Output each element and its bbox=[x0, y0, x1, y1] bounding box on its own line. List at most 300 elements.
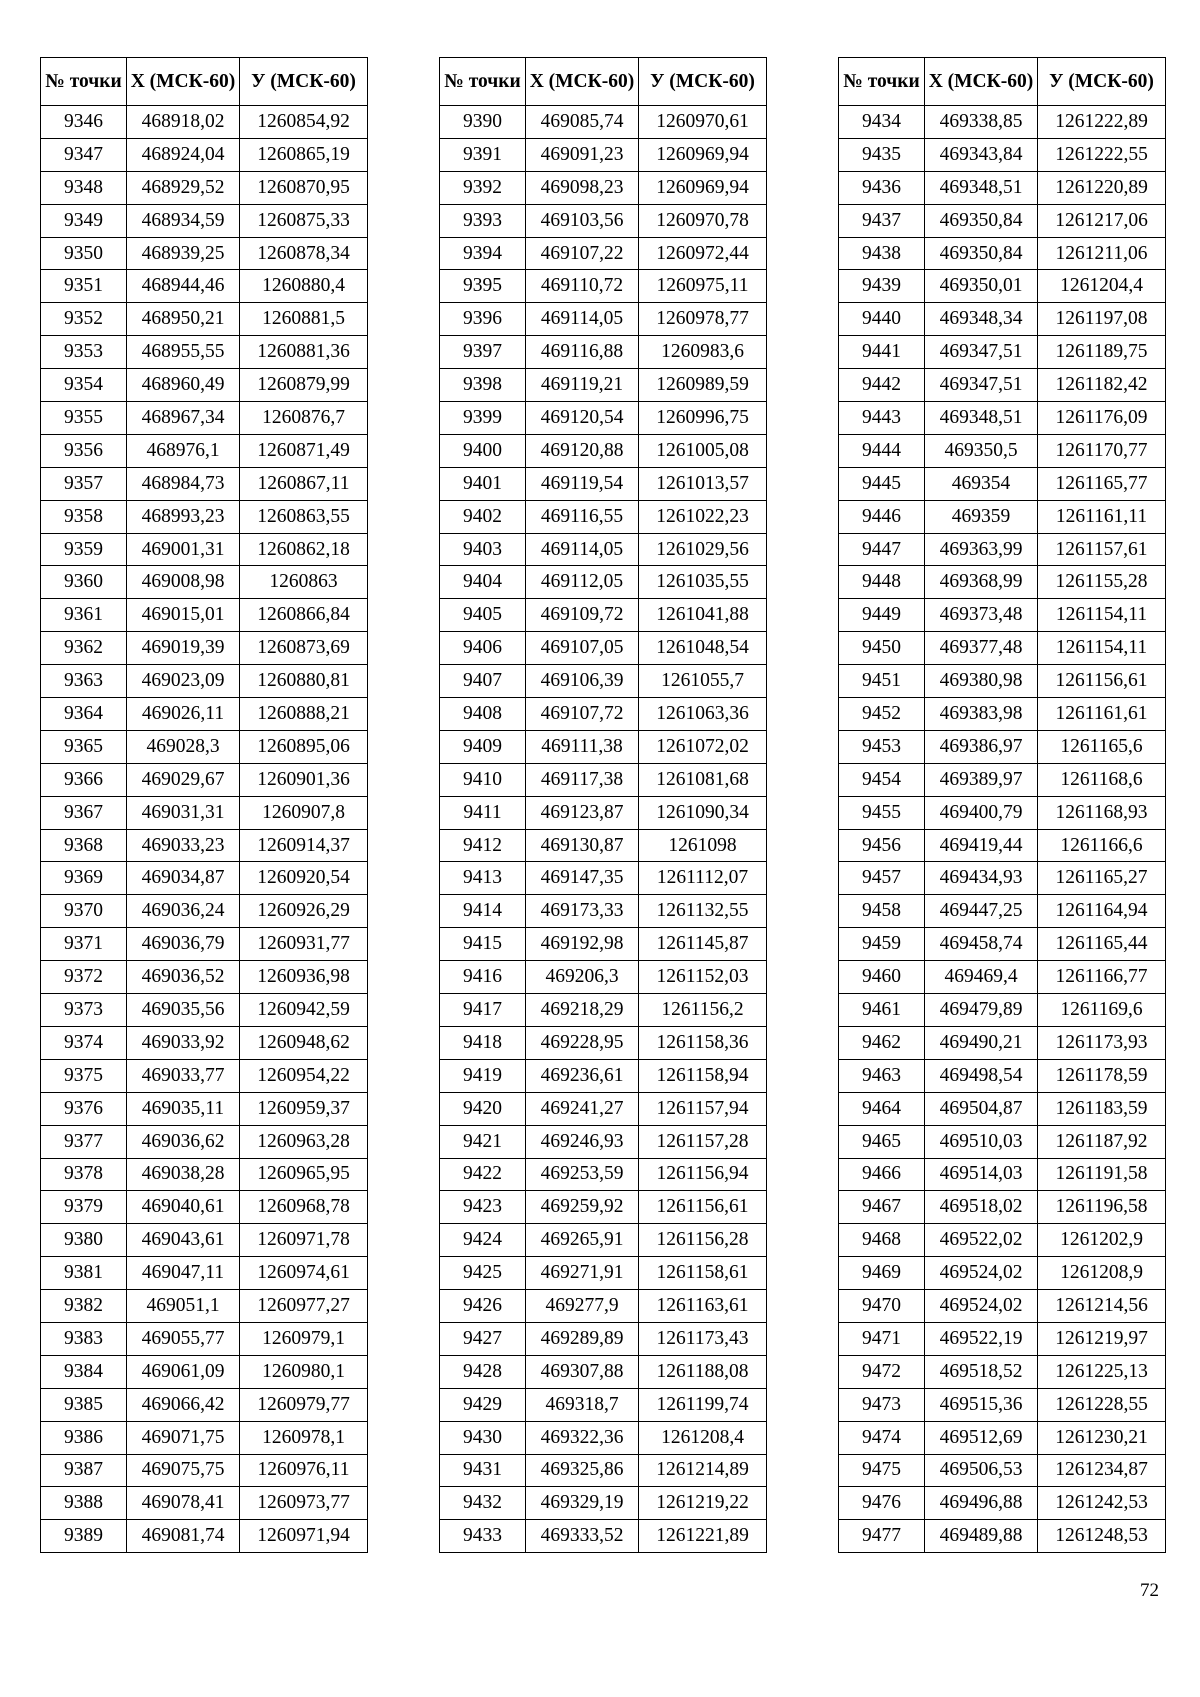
x-coordinate-cell: 468993,23 bbox=[127, 500, 240, 533]
table-row bbox=[41, 665, 368, 698]
y-coordinate-cell: 1261225,13 bbox=[1038, 1355, 1166, 1388]
x-coordinate-cell: 469265,91 bbox=[526, 1224, 639, 1257]
x-coordinate-cell: 469034,87 bbox=[127, 862, 240, 895]
table-row bbox=[839, 1191, 1166, 1224]
point-number-cell: 9381 bbox=[41, 1257, 127, 1290]
table-row bbox=[440, 698, 767, 731]
y-coordinate-cell: 1261188,08 bbox=[639, 1355, 767, 1388]
y-coordinate-cell: 1261156,94 bbox=[639, 1158, 767, 1191]
point-number-cell: 9432 bbox=[440, 1487, 526, 1520]
point-number-cell: 9464 bbox=[839, 1092, 925, 1125]
x-coordinate-cell: 469114,05 bbox=[526, 303, 639, 336]
table-row bbox=[839, 1059, 1166, 1092]
x-coordinate-cell: 469033,77 bbox=[127, 1059, 240, 1092]
point-number-cell: 9349 bbox=[41, 204, 127, 237]
table-header-row bbox=[440, 58, 767, 106]
table-row bbox=[440, 237, 767, 270]
y-coordinate-cell: 1261041,88 bbox=[639, 599, 767, 632]
table-row bbox=[440, 1421, 767, 1454]
point-number-cell: 9361 bbox=[41, 599, 127, 632]
y-coordinate-cell: 1261157,28 bbox=[639, 1125, 767, 1158]
table-row bbox=[839, 1454, 1166, 1487]
x-coordinate-cell: 469091,23 bbox=[526, 138, 639, 171]
y-coordinate-cell: 1261176,09 bbox=[1038, 402, 1166, 435]
y-coordinate-cell: 1260948,62 bbox=[240, 1026, 368, 1059]
table-body bbox=[41, 106, 368, 1553]
point-number-cell: 9363 bbox=[41, 665, 127, 698]
x-coordinate-cell: 469031,31 bbox=[127, 796, 240, 829]
y-coordinate-cell: 1261165,6 bbox=[1038, 730, 1166, 763]
y-coordinate-cell: 1260880,4 bbox=[240, 270, 368, 303]
point-number-cell: 9405 bbox=[440, 599, 526, 632]
y-coordinate-cell: 1260959,37 bbox=[240, 1092, 368, 1125]
y-coordinate-cell: 1261208,9 bbox=[1038, 1257, 1166, 1290]
y-coordinate-cell: 1261029,56 bbox=[639, 533, 767, 566]
table-row bbox=[839, 1355, 1166, 1388]
table-row bbox=[839, 237, 1166, 270]
table-row bbox=[440, 1388, 767, 1421]
table-row bbox=[839, 434, 1166, 467]
header-y: У (МСК-60) bbox=[639, 58, 767, 106]
header-x: X (МСК-60) bbox=[925, 58, 1038, 106]
coord-table-2 bbox=[439, 57, 767, 1553]
y-coordinate-cell: 1261055,7 bbox=[639, 665, 767, 698]
point-number-cell: 9448 bbox=[839, 566, 925, 599]
point-number-cell: 9431 bbox=[440, 1454, 526, 1487]
y-coordinate-cell: 1260978,77 bbox=[639, 303, 767, 336]
y-coordinate-cell: 1260871,49 bbox=[240, 434, 368, 467]
point-number-cell: 9472 bbox=[839, 1355, 925, 1388]
y-coordinate-cell: 1261165,77 bbox=[1038, 467, 1166, 500]
point-number-cell: 9384 bbox=[41, 1355, 127, 1388]
table-row bbox=[839, 1026, 1166, 1059]
x-coordinate-cell: 469085,74 bbox=[526, 106, 639, 139]
point-number-cell: 9418 bbox=[440, 1026, 526, 1059]
y-coordinate-cell: 1260854,92 bbox=[240, 106, 368, 139]
point-number-cell: 9473 bbox=[839, 1388, 925, 1421]
y-coordinate-cell: 1261161,61 bbox=[1038, 698, 1166, 731]
y-coordinate-cell: 1261242,53 bbox=[1038, 1487, 1166, 1520]
table-row bbox=[41, 171, 368, 204]
table-row bbox=[839, 336, 1166, 369]
y-coordinate-cell: 1260954,22 bbox=[240, 1059, 368, 1092]
point-number-cell: 9449 bbox=[839, 599, 925, 632]
x-coordinate-cell: 469490,21 bbox=[925, 1026, 1038, 1059]
y-coordinate-cell: 1260901,36 bbox=[240, 763, 368, 796]
point-number-cell: 9456 bbox=[839, 829, 925, 862]
x-coordinate-cell: 469119,54 bbox=[526, 467, 639, 500]
y-coordinate-cell: 1260881,36 bbox=[240, 336, 368, 369]
y-coordinate-cell: 1261072,02 bbox=[639, 730, 767, 763]
point-number-cell: 9359 bbox=[41, 533, 127, 566]
y-coordinate-cell: 1260974,61 bbox=[240, 1257, 368, 1290]
coord-table-3 bbox=[838, 57, 1166, 1553]
y-coordinate-cell: 1260880,81 bbox=[240, 665, 368, 698]
table-row bbox=[440, 895, 767, 928]
point-number-cell: 9354 bbox=[41, 369, 127, 402]
x-coordinate-cell: 469383,98 bbox=[925, 698, 1038, 731]
header-x: X (МСК-60) bbox=[526, 58, 639, 106]
point-number-cell: 9403 bbox=[440, 533, 526, 566]
point-number-cell: 9446 bbox=[839, 500, 925, 533]
y-coordinate-cell: 1261022,23 bbox=[639, 500, 767, 533]
x-coordinate-cell: 468929,52 bbox=[127, 171, 240, 204]
table-row bbox=[440, 533, 767, 566]
point-number-cell: 9454 bbox=[839, 763, 925, 796]
x-coordinate-cell: 469469,4 bbox=[925, 961, 1038, 994]
point-number-cell: 9474 bbox=[839, 1421, 925, 1454]
point-number-cell: 9455 bbox=[839, 796, 925, 829]
y-coordinate-cell: 1261156,2 bbox=[639, 994, 767, 1027]
table-row bbox=[839, 1224, 1166, 1257]
point-number-cell: 9441 bbox=[839, 336, 925, 369]
y-coordinate-cell: 1260975,11 bbox=[639, 270, 767, 303]
table-row bbox=[41, 467, 368, 500]
point-number-cell: 9368 bbox=[41, 829, 127, 862]
point-number-cell: 9394 bbox=[440, 237, 526, 270]
x-coordinate-cell: 469192,98 bbox=[526, 928, 639, 961]
table-row bbox=[41, 336, 368, 369]
x-coordinate-cell: 469043,61 bbox=[127, 1224, 240, 1257]
y-coordinate-cell: 1261168,6 bbox=[1038, 763, 1166, 796]
y-coordinate-cell: 1261178,59 bbox=[1038, 1059, 1166, 1092]
y-coordinate-cell: 1260942,59 bbox=[240, 994, 368, 1027]
y-coordinate-cell: 1260968,78 bbox=[240, 1191, 368, 1224]
table-row bbox=[41, 796, 368, 829]
table-row bbox=[839, 1158, 1166, 1191]
x-coordinate-cell: 469036,62 bbox=[127, 1125, 240, 1158]
y-coordinate-cell: 1261202,9 bbox=[1038, 1224, 1166, 1257]
x-coordinate-cell: 469026,11 bbox=[127, 698, 240, 731]
table-row bbox=[41, 1388, 368, 1421]
x-coordinate-cell: 469107,72 bbox=[526, 698, 639, 731]
table-row bbox=[440, 106, 767, 139]
table-row bbox=[440, 500, 767, 533]
y-coordinate-cell: 1261169,6 bbox=[1038, 994, 1166, 1027]
y-coordinate-cell: 1261183,59 bbox=[1038, 1092, 1166, 1125]
y-coordinate-cell: 1260980,1 bbox=[240, 1355, 368, 1388]
y-coordinate-cell: 1261220,89 bbox=[1038, 171, 1166, 204]
y-coordinate-cell: 1260970,61 bbox=[639, 106, 767, 139]
y-coordinate-cell: 1260963,28 bbox=[240, 1125, 368, 1158]
x-coordinate-cell: 469098,23 bbox=[526, 171, 639, 204]
x-coordinate-cell: 469035,11 bbox=[127, 1092, 240, 1125]
point-number-cell: 9356 bbox=[41, 434, 127, 467]
x-coordinate-cell: 469363,99 bbox=[925, 533, 1038, 566]
point-number-cell: 9398 bbox=[440, 369, 526, 402]
point-number-cell: 9355 bbox=[41, 402, 127, 435]
y-coordinate-cell: 1261219,22 bbox=[639, 1487, 767, 1520]
table-row bbox=[839, 204, 1166, 237]
y-coordinate-cell: 1261156,28 bbox=[639, 1224, 767, 1257]
x-coordinate-cell: 469120,88 bbox=[526, 434, 639, 467]
table-row bbox=[41, 1092, 368, 1125]
table-row bbox=[839, 369, 1166, 402]
point-number-cell: 9352 bbox=[41, 303, 127, 336]
x-coordinate-cell: 469173,33 bbox=[526, 895, 639, 928]
table-row bbox=[839, 829, 1166, 862]
point-number-cell: 9410 bbox=[440, 763, 526, 796]
x-coordinate-cell: 469147,35 bbox=[526, 862, 639, 895]
x-coordinate-cell: 469350,84 bbox=[925, 237, 1038, 270]
point-number-cell: 9458 bbox=[839, 895, 925, 928]
point-number-cell: 9450 bbox=[839, 632, 925, 665]
y-coordinate-cell: 1261234,87 bbox=[1038, 1454, 1166, 1487]
point-number-cell: 9439 bbox=[839, 270, 925, 303]
table-row bbox=[839, 106, 1166, 139]
table-row bbox=[41, 1257, 368, 1290]
x-coordinate-cell: 468934,59 bbox=[127, 204, 240, 237]
table-row bbox=[41, 533, 368, 566]
x-coordinate-cell: 469116,55 bbox=[526, 500, 639, 533]
point-number-cell: 9409 bbox=[440, 730, 526, 763]
x-coordinate-cell: 469447,25 bbox=[925, 895, 1038, 928]
point-number-cell: 9416 bbox=[440, 961, 526, 994]
point-number-cell: 9459 bbox=[839, 928, 925, 961]
table-row bbox=[41, 566, 368, 599]
y-coordinate-cell: 1261222,55 bbox=[1038, 138, 1166, 171]
table-row bbox=[440, 369, 767, 402]
table-row bbox=[41, 1224, 368, 1257]
y-coordinate-cell: 1260971,94 bbox=[240, 1520, 368, 1553]
table-row bbox=[440, 303, 767, 336]
table-row bbox=[839, 171, 1166, 204]
y-coordinate-cell: 1260979,77 bbox=[240, 1388, 368, 1421]
point-number-cell: 9419 bbox=[440, 1059, 526, 1092]
y-coordinate-cell: 1261196,58 bbox=[1038, 1191, 1166, 1224]
point-number-cell: 9438 bbox=[839, 237, 925, 270]
table-row bbox=[839, 665, 1166, 698]
point-number-cell: 9392 bbox=[440, 171, 526, 204]
point-number-cell: 9425 bbox=[440, 1257, 526, 1290]
x-coordinate-cell: 468939,25 bbox=[127, 237, 240, 270]
point-number-cell: 9362 bbox=[41, 632, 127, 665]
y-coordinate-cell: 1261170,77 bbox=[1038, 434, 1166, 467]
table-row bbox=[440, 665, 767, 698]
x-coordinate-cell: 469107,05 bbox=[526, 632, 639, 665]
point-number-cell: 9428 bbox=[440, 1355, 526, 1388]
point-number-cell: 9393 bbox=[440, 204, 526, 237]
table-row bbox=[839, 895, 1166, 928]
x-coordinate-cell: 469103,56 bbox=[526, 204, 639, 237]
point-number-cell: 9433 bbox=[440, 1520, 526, 1553]
point-number-cell: 9382 bbox=[41, 1290, 127, 1323]
x-coordinate-cell: 469246,93 bbox=[526, 1125, 639, 1158]
x-coordinate-cell: 469400,79 bbox=[925, 796, 1038, 829]
x-coordinate-cell: 469325,86 bbox=[526, 1454, 639, 1487]
table-row bbox=[440, 336, 767, 369]
table-row bbox=[839, 138, 1166, 171]
y-coordinate-cell: 1260875,33 bbox=[240, 204, 368, 237]
x-coordinate-cell: 469512,69 bbox=[925, 1421, 1038, 1454]
table-row bbox=[839, 1257, 1166, 1290]
table-row bbox=[41, 1191, 368, 1224]
table-row bbox=[41, 270, 368, 303]
x-coordinate-cell: 469318,7 bbox=[526, 1388, 639, 1421]
point-number-cell: 9374 bbox=[41, 1026, 127, 1059]
x-coordinate-cell: 468924,04 bbox=[127, 138, 240, 171]
y-coordinate-cell: 1260888,21 bbox=[240, 698, 368, 731]
header-y: У (МСК-60) bbox=[240, 58, 368, 106]
table-row bbox=[839, 763, 1166, 796]
point-number-cell: 9445 bbox=[839, 467, 925, 500]
table-header-row bbox=[41, 58, 368, 106]
x-coordinate-cell: 469019,39 bbox=[127, 632, 240, 665]
point-number-cell: 9404 bbox=[440, 566, 526, 599]
point-number-cell: 9463 bbox=[839, 1059, 925, 1092]
table-row bbox=[440, 1322, 767, 1355]
x-coordinate-cell: 469120,54 bbox=[526, 402, 639, 435]
table-row bbox=[440, 566, 767, 599]
table-row bbox=[41, 895, 368, 928]
y-coordinate-cell: 1261228,55 bbox=[1038, 1388, 1166, 1421]
point-number-cell: 9400 bbox=[440, 434, 526, 467]
x-coordinate-cell: 469386,97 bbox=[925, 730, 1038, 763]
point-number-cell: 9371 bbox=[41, 928, 127, 961]
x-coordinate-cell: 469015,01 bbox=[127, 599, 240, 632]
point-number-cell: 9466 bbox=[839, 1158, 925, 1191]
point-number-cell: 9429 bbox=[440, 1388, 526, 1421]
point-number-cell: 9468 bbox=[839, 1224, 925, 1257]
point-number-cell: 9434 bbox=[839, 106, 925, 139]
table-row bbox=[440, 599, 767, 632]
y-coordinate-cell: 1261204,4 bbox=[1038, 270, 1166, 303]
point-number-cell: 9427 bbox=[440, 1322, 526, 1355]
x-coordinate-cell: 468976,1 bbox=[127, 434, 240, 467]
table-row bbox=[839, 632, 1166, 665]
point-number-cell: 9442 bbox=[839, 369, 925, 402]
y-coordinate-cell: 1260863 bbox=[240, 566, 368, 599]
y-coordinate-cell: 1261168,93 bbox=[1038, 796, 1166, 829]
table-row bbox=[41, 632, 368, 665]
x-coordinate-cell: 469348,51 bbox=[925, 171, 1038, 204]
x-coordinate-cell: 469028,3 bbox=[127, 730, 240, 763]
y-coordinate-cell: 1261214,56 bbox=[1038, 1290, 1166, 1323]
table-row bbox=[41, 1520, 368, 1553]
table-row bbox=[440, 1454, 767, 1487]
point-number-cell: 9413 bbox=[440, 862, 526, 895]
y-coordinate-cell: 1260936,98 bbox=[240, 961, 368, 994]
point-number-cell: 9453 bbox=[839, 730, 925, 763]
table-row bbox=[839, 500, 1166, 533]
table-row bbox=[839, 698, 1166, 731]
point-number-cell: 9402 bbox=[440, 500, 526, 533]
table-row bbox=[839, 599, 1166, 632]
y-coordinate-cell: 1261165,27 bbox=[1038, 862, 1166, 895]
y-coordinate-cell: 1261157,94 bbox=[639, 1092, 767, 1125]
table-row bbox=[440, 1290, 767, 1323]
x-coordinate-cell: 469035,56 bbox=[127, 994, 240, 1027]
y-coordinate-cell: 1261164,94 bbox=[1038, 895, 1166, 928]
y-coordinate-cell: 1260876,7 bbox=[240, 402, 368, 435]
point-number-cell: 9477 bbox=[839, 1520, 925, 1553]
table-row bbox=[440, 1487, 767, 1520]
x-coordinate-cell: 469001,31 bbox=[127, 533, 240, 566]
point-number-cell: 9360 bbox=[41, 566, 127, 599]
x-coordinate-cell: 469066,42 bbox=[127, 1388, 240, 1421]
point-number-cell: 9470 bbox=[839, 1290, 925, 1323]
table-row bbox=[839, 566, 1166, 599]
point-number-cell: 9406 bbox=[440, 632, 526, 665]
point-number-cell: 9415 bbox=[440, 928, 526, 961]
y-coordinate-cell: 1261166,6 bbox=[1038, 829, 1166, 862]
x-coordinate-cell: 469524,02 bbox=[925, 1257, 1038, 1290]
table-row bbox=[440, 1191, 767, 1224]
point-number-cell: 9387 bbox=[41, 1454, 127, 1487]
x-coordinate-cell: 469112,05 bbox=[526, 566, 639, 599]
table-row bbox=[440, 1125, 767, 1158]
y-coordinate-cell: 1261152,03 bbox=[639, 961, 767, 994]
x-coordinate-cell: 469119,21 bbox=[526, 369, 639, 402]
y-coordinate-cell: 1261158,94 bbox=[639, 1059, 767, 1092]
coord-table-1 bbox=[40, 57, 368, 1553]
point-number-cell: 9377 bbox=[41, 1125, 127, 1158]
x-coordinate-cell: 469109,72 bbox=[526, 599, 639, 632]
x-coordinate-cell: 469289,89 bbox=[526, 1322, 639, 1355]
y-coordinate-cell: 1260965,95 bbox=[240, 1158, 368, 1191]
point-number-cell: 9367 bbox=[41, 796, 127, 829]
table-row bbox=[839, 1125, 1166, 1158]
y-coordinate-cell: 1260881,5 bbox=[240, 303, 368, 336]
table-row bbox=[440, 138, 767, 171]
x-coordinate-cell: 469489,88 bbox=[925, 1520, 1038, 1553]
point-number-cell: 9436 bbox=[839, 171, 925, 204]
point-number-cell: 9358 bbox=[41, 500, 127, 533]
y-coordinate-cell: 1260867,11 bbox=[240, 467, 368, 500]
y-coordinate-cell: 1261156,61 bbox=[1038, 665, 1166, 698]
point-number-cell: 9476 bbox=[839, 1487, 925, 1520]
table-row bbox=[440, 1257, 767, 1290]
table-row bbox=[440, 402, 767, 435]
point-number-cell: 9383 bbox=[41, 1322, 127, 1355]
x-coordinate-cell: 469253,59 bbox=[526, 1158, 639, 1191]
point-number-cell: 9396 bbox=[440, 303, 526, 336]
point-number-cell: 9346 bbox=[41, 106, 127, 139]
x-coordinate-cell: 469506,53 bbox=[925, 1454, 1038, 1487]
x-coordinate-cell: 469496,88 bbox=[925, 1487, 1038, 1520]
point-number-cell: 9451 bbox=[839, 665, 925, 698]
x-coordinate-cell: 469218,29 bbox=[526, 994, 639, 1027]
table-row bbox=[41, 1355, 368, 1388]
x-coordinate-cell: 469498,54 bbox=[925, 1059, 1038, 1092]
x-coordinate-cell: 469116,88 bbox=[526, 336, 639, 369]
table-row bbox=[41, 1158, 368, 1191]
x-coordinate-cell: 468967,34 bbox=[127, 402, 240, 435]
header-point-number: № точки bbox=[440, 58, 526, 106]
table-row bbox=[41, 500, 368, 533]
table-row bbox=[839, 730, 1166, 763]
x-coordinate-cell: 469277,9 bbox=[526, 1290, 639, 1323]
table-row bbox=[440, 961, 767, 994]
x-coordinate-cell: 469524,02 bbox=[925, 1290, 1038, 1323]
x-coordinate-cell: 469033,23 bbox=[127, 829, 240, 862]
point-number-cell: 9373 bbox=[41, 994, 127, 1027]
point-number-cell: 9378 bbox=[41, 1158, 127, 1191]
y-coordinate-cell: 1261145,87 bbox=[639, 928, 767, 961]
table-row bbox=[440, 763, 767, 796]
y-coordinate-cell: 1261157,61 bbox=[1038, 533, 1166, 566]
x-coordinate-cell: 469458,74 bbox=[925, 928, 1038, 961]
table-row bbox=[41, 138, 368, 171]
point-number-cell: 9424 bbox=[440, 1224, 526, 1257]
x-coordinate-cell: 469029,67 bbox=[127, 763, 240, 796]
x-coordinate-cell: 469130,87 bbox=[526, 829, 639, 862]
table-row bbox=[839, 1421, 1166, 1454]
table-row bbox=[839, 533, 1166, 566]
x-coordinate-cell: 469123,87 bbox=[526, 796, 639, 829]
y-coordinate-cell: 1261154,11 bbox=[1038, 632, 1166, 665]
table-row bbox=[41, 862, 368, 895]
